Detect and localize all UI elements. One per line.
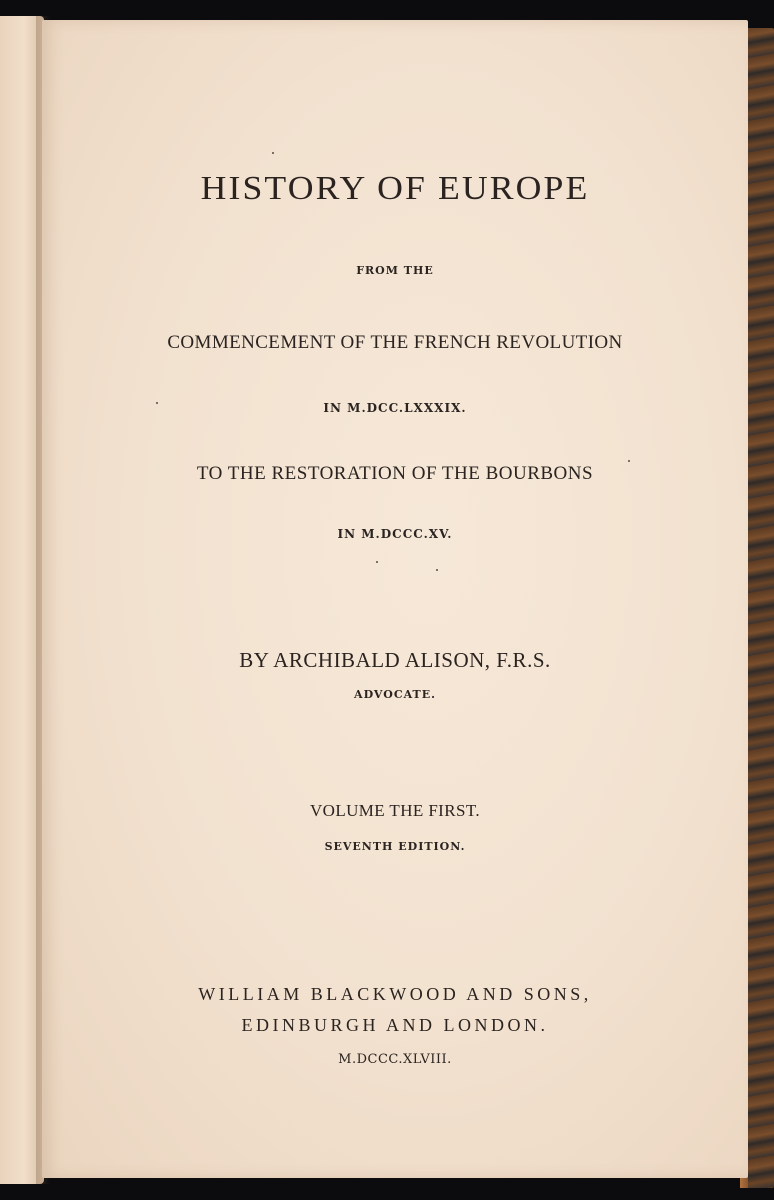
start-date: IN M.DCC.LXXXIX. <box>323 401 467 415</box>
subtitle-commencement: COMMENCEMENT OF THE FRENCH REVOLUTION <box>167 332 623 353</box>
edition-label: SEVENTH EDITION. <box>324 840 466 853</box>
paper-speck <box>436 569 438 571</box>
paper-speck <box>272 152 274 154</box>
publisher-location: EDINBURGH AND LONDON. <box>241 1015 549 1035</box>
paper-speck <box>376 561 378 563</box>
publication-year: M.DCCC.XLVIII. <box>338 1052 452 1067</box>
end-date: IN M.DCCC.XV. <box>337 527 453 541</box>
volume-label: VOLUME THE FIRST. <box>309 801 481 820</box>
paper-speck <box>156 402 158 404</box>
book-title: HISTORY OF EUROPE <box>200 170 590 207</box>
publisher-name: WILLIAM BLACKWOOD AND SONS, <box>198 984 592 1004</box>
author-line: BY ARCHIBALD ALISON, F.R.S. <box>239 648 551 672</box>
from-the-label: FROM THE <box>356 264 434 277</box>
paper-speck <box>628 460 630 462</box>
title-page <box>42 20 748 1178</box>
subtitle-restoration: TO THE RESTORATION OF THE BOURBONS <box>196 463 594 484</box>
author-role: ADVOCATE. <box>354 688 436 701</box>
